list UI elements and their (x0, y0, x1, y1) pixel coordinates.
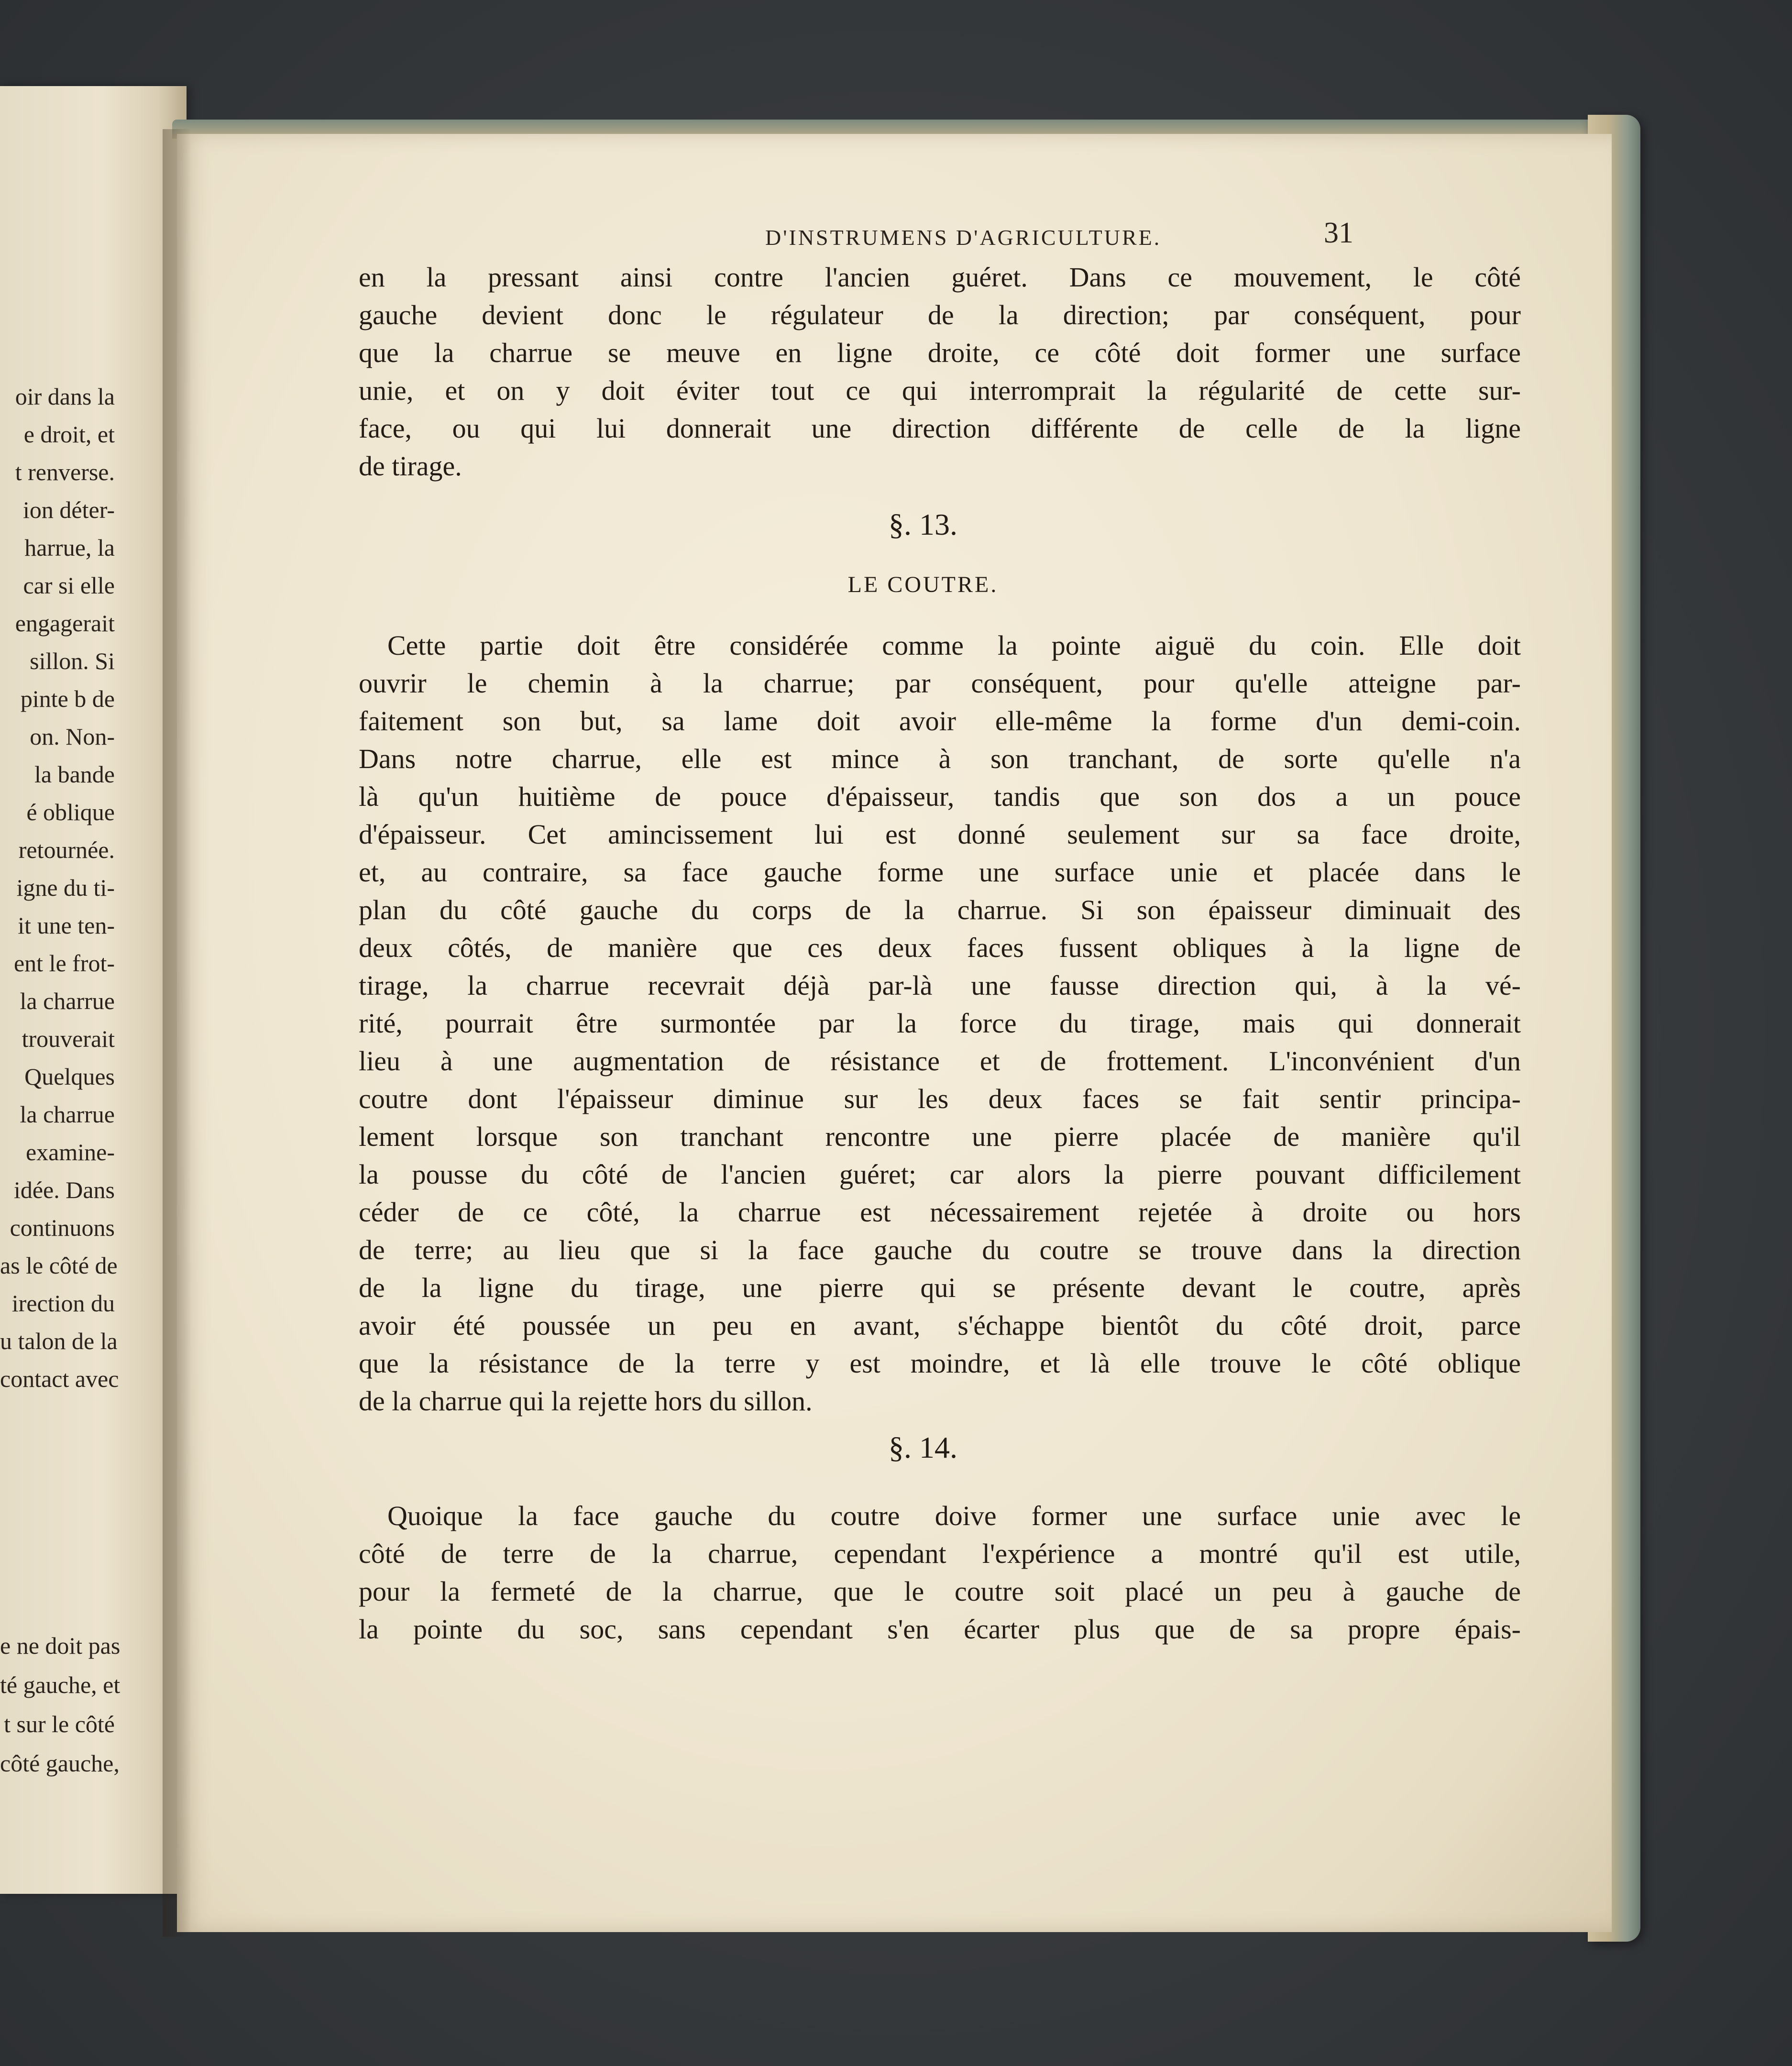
text-line: de tirage. (359, 451, 462, 482)
paragraph-section-14 (359, 1497, 1521, 1648)
text-line: Quelques (24, 1063, 115, 1090)
text-line: as le côté de (0, 1252, 118, 1279)
text-line: d'épaisseur. Cet amincissement lui est donné seulement sur sa face droite, (359, 819, 1521, 850)
text-line: la charrue (20, 988, 115, 1014)
text-line: car si elle (23, 572, 115, 599)
text-line: pour la fermeté de la charrue, que le coutre soit placé un peu à gauche de (359, 1576, 1521, 1607)
text-line: en la pressant ainsi contre l'ancien guéret. Dans ce mouvement, le côté (359, 262, 1521, 293)
text-line: la bande (34, 761, 115, 788)
paragraph-coutre (359, 626, 1521, 1420)
paragraph-continued (359, 258, 1521, 485)
text-line: examine- (25, 1139, 115, 1165)
text-line: continuons (10, 1214, 115, 1241)
text-line: ouvrir le chemin à la charrue; par conséquent, pour qu'elle atteigne par- (359, 668, 1521, 699)
text-line: que la résistance de la terre y est moindre, et là elle trouve le côté oblique (359, 1348, 1521, 1379)
text-line: u talon de la (0, 1328, 118, 1354)
text-line: on. Non- (30, 723, 115, 750)
text-line: it une ten- (18, 912, 115, 939)
text-line: que la charrue se meuve en ligne droite, ce côté doit former une surface (359, 337, 1521, 368)
page-number: 31 (1324, 217, 1353, 249)
text-line: Cette partie doit être considérée comme la pointe aiguë du coin. Elle doit (387, 630, 1521, 661)
text-line: é oblique (26, 799, 115, 825)
text-line: plan du côté gauche du corps de la charrue. Si son épaisseur diminuait des (359, 894, 1521, 925)
text-line: la pointe du soc, sans cependant s'en écarter plus que de sa propre épais- (359, 1614, 1521, 1645)
text-line: la pousse du côté de l'ancien guéret; car alors la pierre pouvant difficilement (359, 1159, 1521, 1190)
section-title: LE COUTRE. (847, 572, 999, 597)
text-line: là qu'un huitième de pouce d'épaisseur, tandis que son dos a un pouce (359, 781, 1521, 812)
previous-page-edge (0, 86, 187, 1894)
text-line: et, au contraire, sa face gauche forme une surface unie et placée dans le (359, 857, 1521, 888)
text-line: ion déter- (23, 496, 115, 523)
text-line: coutre dont l'épaisseur diminue sur les deux faces se fait sentir principa- (359, 1083, 1521, 1114)
text-line: pinte b de (20, 685, 115, 712)
text-line: sillon. Si (30, 648, 115, 674)
section-number-14: §. 14. (889, 1430, 957, 1464)
text-line: e droit, et (23, 421, 115, 448)
text-line: de la charrue qui la rejette hors du sillon. (359, 1385, 813, 1417)
text-line: Quoique la face gauche du coutre doive former une surface unie avec le (387, 1500, 1521, 1531)
section-number-13: §. 13. (889, 507, 957, 541)
previous-page-text-fragments (0, 378, 119, 1398)
text-line: céder de ce côté, la charrue est nécessairement rejetée à droite ou hors (359, 1197, 1521, 1228)
text-line: retournée. (18, 836, 115, 863)
text-line: t renverse. (15, 459, 115, 485)
text-line: Dans notre charrue, elle est mince à son tranchant, de sorte qu'elle n'a (359, 743, 1521, 774)
text-line: harrue, la (24, 534, 115, 561)
text-line: engagerait (15, 610, 115, 637)
text-line: t sur le côté (4, 1711, 115, 1737)
text-line: gauche devient donc le régulateur de la direction; par conséquent, pour (359, 299, 1521, 330)
text-line: deux côtés, de manière que ces deux faces fussent obliques à la ligne de (359, 932, 1521, 963)
text-line: lement lorsque son tranchant rencontre une pierre placée de manière qu'il (359, 1121, 1521, 1152)
text-line: oir dans la (15, 383, 115, 410)
text-line: tirage, la charrue recevrait déjà par-là une fausse direction qui, à la vé- (359, 970, 1521, 1001)
gutter-shadow (163, 129, 191, 1937)
text-line: face, ou qui lui donnerait une direction différente de celle de la ligne (359, 413, 1521, 444)
book-page (177, 134, 1612, 1932)
text-line: té gauche, et (0, 1671, 121, 1698)
text-line: côté de terre de la charrue, cependant l'expérience a montré qu'il est utile, (359, 1538, 1521, 1569)
text-line: irection du (11, 1290, 115, 1317)
text-line: rité, pourrait être surmontée par la force du tirage, mais qui donnerait (359, 1008, 1521, 1039)
text-line: e ne doit pas (0, 1632, 121, 1659)
previous-page-text-fragments-bottom (0, 1626, 121, 1783)
text-line: de la ligne du tirage, une pierre qui se présente devant le coutre, après (359, 1272, 1521, 1303)
text-line: côté gauche, (0, 1750, 120, 1777)
text-line: avoir été poussée un peu en avant, s'échappe bientôt du côté droit, parce (359, 1310, 1521, 1341)
text-line: la charrue (20, 1101, 115, 1128)
text-line: unie, et on y doit éviter tout ce qui interromprait la régularité de cette sur- (359, 375, 1521, 406)
text-line: idée. Dans (13, 1176, 115, 1203)
text-line: ent le frot- (13, 950, 115, 977)
text-line: contact avec (0, 1365, 119, 1392)
text-line: igne du ti- (16, 874, 115, 901)
text-line: de terre; au lieu que si la face gauche du coutre se trouve dans la direction (359, 1234, 1521, 1265)
text-line: faitement son but, sa lame doit avoir elle-même la forme d'un demi-coin. (359, 705, 1521, 736)
text-line: lieu à une augmentation de résistance et de frottement. L'inconvénient d'un (359, 1045, 1521, 1077)
text-line: trouverait (22, 1025, 115, 1052)
running-head: D'INSTRUMENS D'AGRICULTURE. (765, 225, 1162, 250)
